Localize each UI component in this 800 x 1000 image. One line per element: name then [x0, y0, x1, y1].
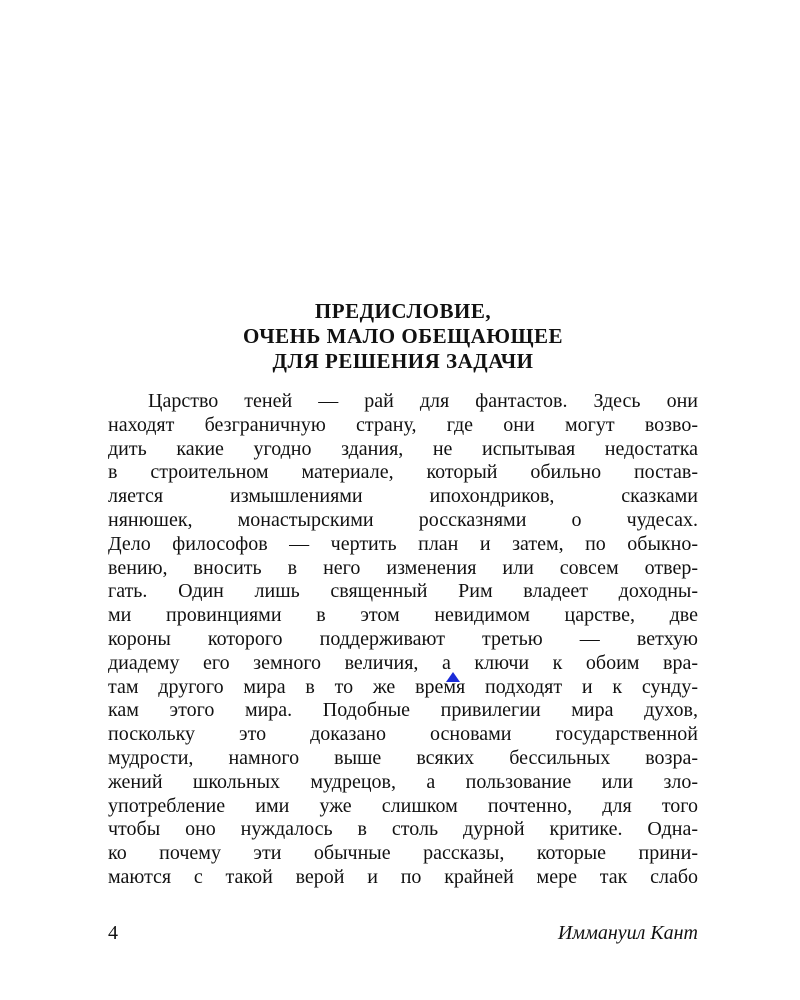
- text-line: в строительном материале, который обильно постав-: [108, 461, 698, 484]
- running-title: Иммануил Кант: [557, 922, 698, 944]
- text-line: вению, вносить в него изменения или совсем отвер-: [108, 556, 698, 579]
- text-line: ко почему эти обычные рассказы, которые прини-: [108, 842, 698, 865]
- text-line: маются с такой верой и по крайней мере так слабо: [108, 865, 698, 888]
- text-line: дить какие угодно здания, не испытывая недостатка: [108, 437, 698, 460]
- page-number: 4: [108, 922, 118, 944]
- text-line: там другого мира в то же время подходят и к сунду-: [108, 675, 698, 698]
- text-line: ляется измышлениями ипохондриков, сказками: [108, 485, 698, 508]
- heading-line-3: ДЛЯ РЕШЕНИЯ ЗАДАЧИ: [272, 349, 534, 373]
- text-line: гать. Один лишь священный Рим владеет доходны-: [108, 580, 698, 603]
- text-line: Царство теней — рай для фантастов. Здесь они: [148, 390, 698, 412]
- text-line: чтобы оно нуждалось в столь дурной критике. Одна-: [108, 818, 698, 841]
- text-line: короны которого поддерживают третью — ветхую: [108, 627, 698, 650]
- text-line: жений школьных мудрецов, а пользование или зло-: [108, 770, 698, 793]
- text-line: кам этого мира. Подобные привилегии мира духов,: [108, 699, 698, 722]
- text-line: употребление ими уже слишком почтенно, для того: [108, 794, 698, 817]
- page-footer: [108, 920, 698, 946]
- heading-line-2: ОЧЕНЬ МАЛО ОБЕЩАЮЩЕЕ: [242, 324, 564, 348]
- text-line: ми провинциями в этом невидимом царстве, две: [108, 604, 698, 627]
- text-line: поскольку это доказано основами государственной: [108, 723, 698, 746]
- text-cursor-icon[interactable]: [446, 672, 460, 682]
- text-line: диадему его земного величия, а ключи к обоим вра-: [108, 651, 698, 674]
- heading-line-1: ПРЕДИСЛОВИЕ,: [314, 299, 492, 323]
- text-line: нянюшек, монастырскими россказнями о чудесах.: [108, 508, 698, 531]
- text-line: мудрости, намного выше всяких бессильных возра-: [108, 746, 698, 769]
- text-line: находят безграничную страну, где они могут возво-: [108, 413, 698, 436]
- body-paragraph: [108, 390, 698, 890]
- chapter-heading: [108, 299, 698, 374]
- text-line: Дело философов — чертить план и затем, по обыкно-: [108, 532, 698, 555]
